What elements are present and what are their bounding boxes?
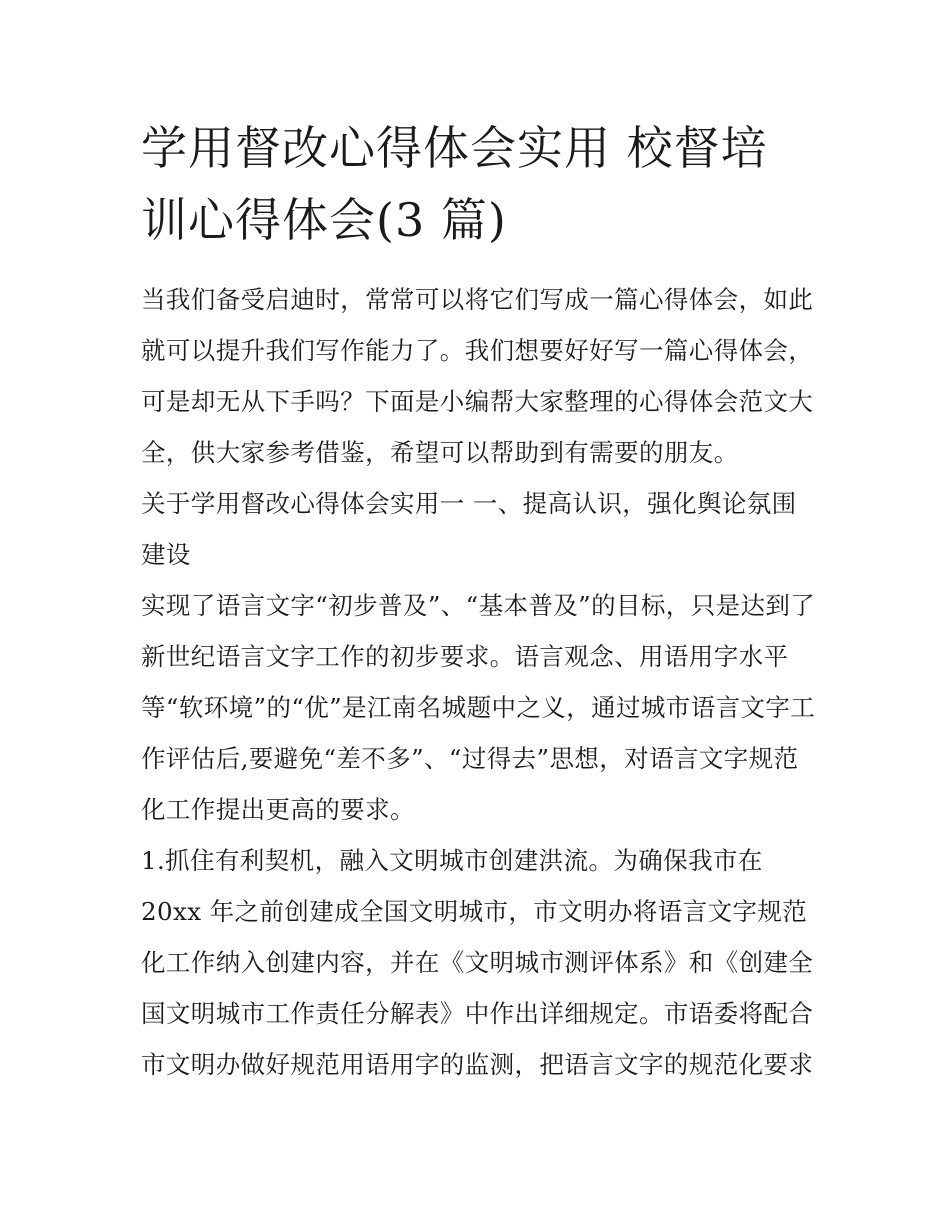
title-line: 学用督改心得体会实用 校督培 [141, 121, 768, 175]
body-line: 化工作提出更高的要求。 [141, 795, 415, 824]
body-line: 实现了语言文字“初步普及”、“基本普及”的目标，只是达到了 [141, 591, 816, 620]
body-line: 可是却无从下手吗？下面是小编帮大家整理的心得体会范文大 [141, 387, 814, 416]
body-line: 当我们备受启迪时，常常可以将它们写成一篇心得体会，如此 [141, 285, 814, 314]
body-line: 市文明办做好规范用语用字的监测，把语言文字的规范化要求 [141, 1050, 814, 1079]
body-line: 全，供大家参考借鉴，希望可以帮助到有需要的朋友。 [141, 438, 739, 467]
section-heading-line: 关于学用督改心得体会实用一 一、提高认识，强化舆论氛围 [141, 489, 797, 518]
body-line: 就可以提升我们写作能力了。我们想要好好写一篇心得体会， [141, 336, 814, 365]
list-item-line: 1.抓住有利契机，融入文明城市创建洪流。为确保我市在 [141, 846, 763, 875]
body-line: 化工作纳入创建内容，并在《文明城市测评体系》和《创建全 [141, 948, 814, 977]
body-line: 等“软环境”的“优”是江南名城题中之义，通过城市语言文字工 [141, 693, 816, 722]
title-line: 训心得体会(3 篇) [141, 193, 507, 247]
document-body [141, 274, 831, 1090]
body-line: 20xx 年之前创建成全国文明城市，市文明办将语言文字规范 [141, 897, 808, 926]
body-line: 国文明城市工作责任分解表》中作出详细规定。市语委将配合 [141, 999, 814, 1028]
section-heading-line: 建设 [141, 540, 191, 569]
body-line: 作评估后,要避免“差不多”、“过得去”思想，对语言文字规范 [141, 744, 799, 773]
body-line: 新世纪语言文字工作的初步要求。语言观念、用语用字水平 [141, 642, 789, 671]
document-title [141, 112, 821, 256]
